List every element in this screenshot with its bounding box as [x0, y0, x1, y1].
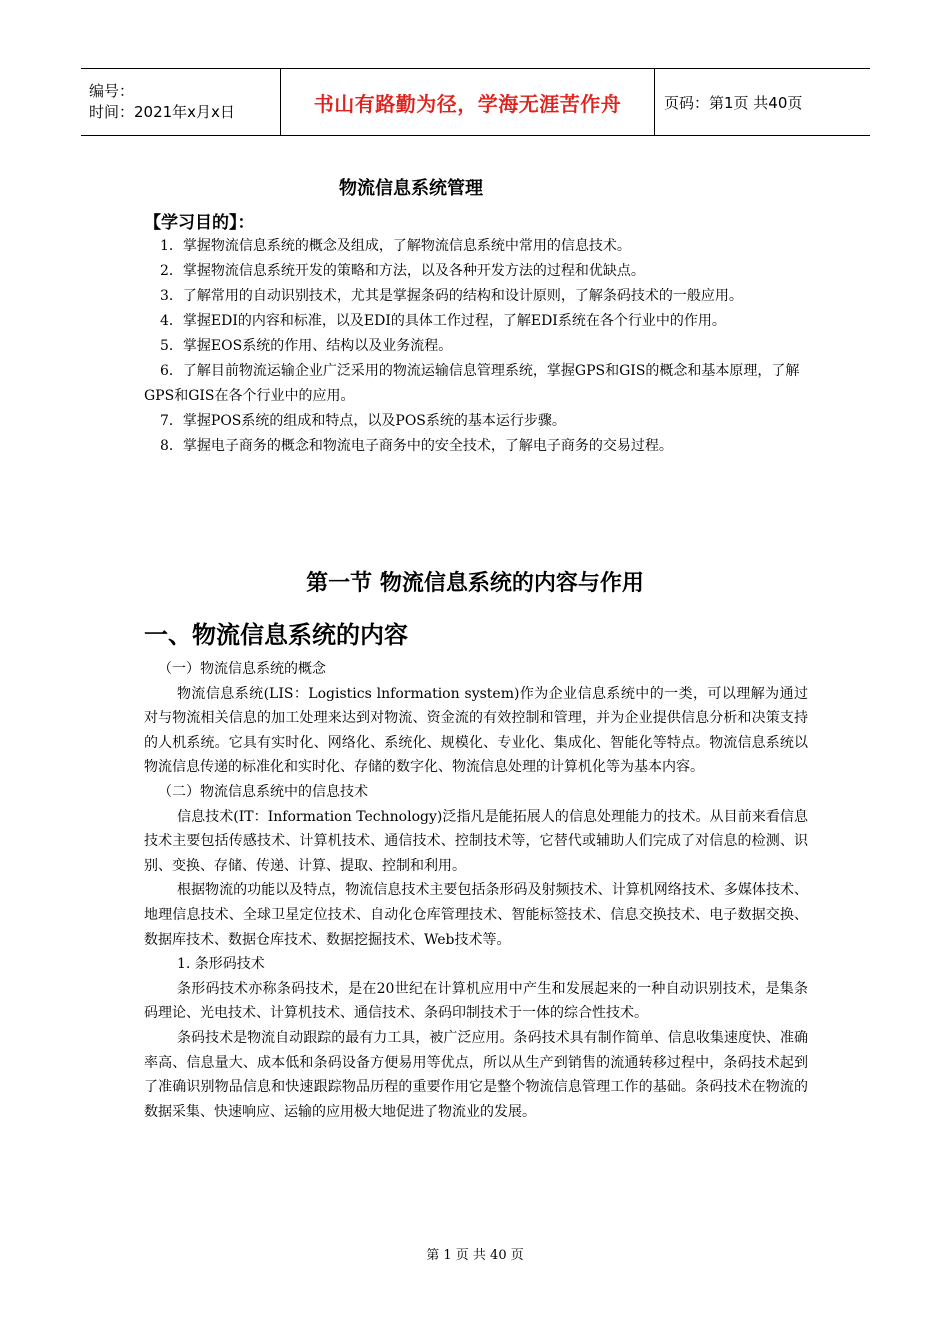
page-footer: 第 1 页 共 40 页	[426, 1248, 524, 1263]
paragraph: 物流信息系统(LIS：Logistics lnformation system)作为企业信息系统中的一类，可以理解为通过对与物流相关信息的加工处理来达到对物流、资金流的有效控制和管理，并为企业提供信息分析和决策支持的人机系统。它具有实时化、网络化、系统化、规模化、专业化、集成化、智能化等特点。物流信息系统以物流信息传递的标准化和实时化、存储的数字化、物流信息处理的计算机化等为基本内容。	[144, 685, 808, 776]
document-number: 编号：	[89, 82, 135, 100]
header-motto-cell	[280, 69, 655, 135]
numbered-subheading: 1. 条形码技术	[177, 956, 265, 973]
chapter-heading: 一、物流信息系统的内容	[144, 621, 408, 649]
body-content	[144, 657, 808, 1124]
objective-item: 3．了解常用的自动识别技术，尤其是掌握条码的结构和设计原则，了解条码技术的一般应用。	[160, 288, 743, 304]
objectives-list	[144, 234, 810, 459]
header-meta	[81, 69, 280, 135]
page-counter: 页码：第1页 共40页	[664, 93, 803, 112]
subsection-heading: （一）物流信息系统的概念	[158, 661, 326, 677]
subsection-heading: （二）物流信息系统中的信息技术	[158, 783, 368, 800]
objective-item: 1．掌握物流信息系统的概念及组成，了解物流信息系统中常用的信息技术。	[160, 238, 631, 254]
objective-item: 7．掌握POS系统的组成和特点，以及POS系统的基本运行步骤。	[160, 413, 566, 429]
objective-item: 2．掌握物流信息系统开发的策略和方法，以及各种开发方法的过程和优缺点。	[160, 263, 645, 279]
objective-item: 4．掌握EDI的内容和标准，以及EDI的具体工作过程，了解EDI系统在各个行业中的作用。	[160, 313, 726, 329]
objective-item: 5．掌握EOS系统的作用、结构以及业务流程。	[160, 338, 453, 354]
document-date: 时间：2021年x月x日	[89, 103, 235, 121]
paragraph: 根据物流的功能以及特点，物流信息技术主要包括条形码及射频技术、计算机网络技术、多媒体技术、地理信息技术、全球卫星定位技术、自动化仓库管理技术、智能标签技术、信息交换技术、电子数据交换、数据库技术、数据仓库技术、数据挖掘技术、Web技术等。	[144, 882, 808, 948]
document-title: 物流信息系统管理	[339, 178, 483, 199]
motto: 书山有路勤为径，学海无涯苦作舟	[313, 91, 622, 116]
paragraph: 条形码技术亦称条码技术，是在20世纪在计算机应用中产生和发展起来的一种自动识别技术，是集条码理论、光电技术、计算机技术、通信技术、条码印制技术于一体的综合性技术。	[144, 980, 808, 1022]
objective-item: 8．掌握电子商务的概念和物流电子商务中的安全技术，了解电子商务的交易过程。	[160, 438, 673, 454]
paragraph: 条码技术是物流自动跟踪的最有力工具，被广泛应用。条码技术具有制作简单、信息收集速度快、准确率高、信息量大、成本低和条码设备方便易用等优点，所以从生产到销售的流通转移过程中，条码技术起到了准确识别物品信息和快速跟踪物品历程的重要作用它是整个物流信息管理工作的基础。条码技术在物流的数据采集、快速响应、运输的应用极大地促进了物流业的发展。	[144, 1029, 808, 1120]
paragraph: 信息技术(IT：Information Technology)泛指凡是能拓展人的信息处理能力的技术。从目前来看信息技术主要包括传感技术、计算机技术、通信技术、控制技术等，它替代或辅助人们完成了对信息的检测、识别、变换、存储、传递、计算、提取、控制和利用。	[144, 808, 808, 874]
page-header	[81, 68, 870, 136]
objective-item: 6．了解目前物流运输企业广泛采用的物流运输信息管理系统，掌握GPS和GIS的概念和基本原理，了解GPS和GIS在各个行业中的应用。	[144, 363, 800, 404]
objectives-heading: 【学习目的】：	[144, 213, 255, 233]
section-title: 第一节 物流信息系统的内容与作用	[306, 571, 644, 596]
header-page-info	[655, 69, 870, 135]
